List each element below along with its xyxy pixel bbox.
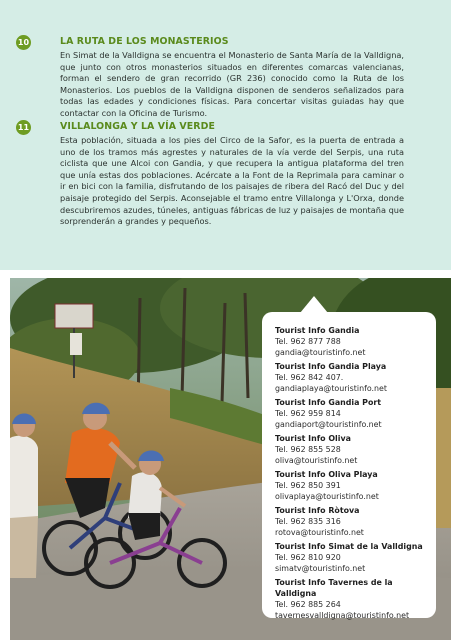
tourist-office-entry bbox=[275, 361, 435, 394]
section-villalonga bbox=[17, 120, 404, 228]
section-heading: VILLALONGA Y LA VÍA VERDE bbox=[60, 121, 215, 132]
tourist-office-entry bbox=[275, 325, 435, 358]
text-panel bbox=[0, 0, 451, 270]
office-phone: Tel. 962 885 264 bbox=[275, 600, 341, 610]
section-body: En Simat de la Valldigna se encuentra el Monasterio de Santa María de la Valldigna, que junto con otros monasterios situados en diferentes comarcas valencianas, forman el sendero de gran recorrido (GR 236) conocido como la Ruta de los Monasterios. Los pueblos de la Valldigna disponen de senderos señalizados para todas las edades y condiciones físicas. Para concertar visitas guiadas hay que contactar con la Oficina de Turismo. bbox=[60, 50, 404, 118]
office-email: gandiaport@touristinfo.net bbox=[275, 420, 382, 430]
office-email: gandiaplaya@touristinfo.net bbox=[275, 384, 387, 394]
tourist-office-entry bbox=[275, 433, 435, 466]
tourist-office-entry bbox=[275, 505, 435, 538]
office-name: Tourist Info Gandia bbox=[275, 326, 360, 335]
office-name: Tourist Info Gandia Playa bbox=[275, 362, 387, 371]
tourist-office-entry bbox=[275, 577, 435, 621]
office-phone: Tel. 962 835 316 bbox=[275, 517, 341, 527]
tourist-office-entry bbox=[275, 397, 435, 430]
office-phone: Tel. 962 850 391 bbox=[275, 481, 341, 491]
office-email: oliva@touristinfo.net bbox=[275, 456, 358, 466]
office-name: Tourist Info Simat de la Valldigna bbox=[275, 542, 423, 551]
office-phone: Tel. 962 959 814 bbox=[275, 409, 341, 419]
office-phone: Tel. 962 810 920 bbox=[275, 553, 341, 563]
office-email: olivaplaya@touristinfo.net bbox=[275, 492, 379, 502]
office-email: simatv@touristinfo.net bbox=[275, 564, 366, 574]
info-box-pointer bbox=[300, 296, 328, 313]
office-email: rotova@touristinfo.net bbox=[275, 528, 364, 538]
section-number-badge: 11 bbox=[16, 120, 31, 135]
section-heading: LA RUTA DE LOS MONASTERIOS bbox=[60, 36, 229, 47]
tourist-office-entry bbox=[275, 469, 435, 502]
office-phone: Tel. 962 877 788 bbox=[275, 337, 341, 347]
office-name: Tourist Info Gandia Port bbox=[275, 398, 382, 407]
office-phone: Tel. 962 842 407. bbox=[275, 373, 344, 383]
office-name: Tourist Info Ròtova bbox=[275, 506, 360, 515]
section-monasterios bbox=[17, 35, 404, 120]
office-name: Tourist Info Oliva bbox=[275, 434, 351, 443]
office-email: tavernesvalldigna@touristinfo.net bbox=[275, 611, 410, 621]
section-body: Esta población, situada a los pies del Circo de la Safor, es la puerta de entrada a uno de los tramos más agrestes y naturales de la vía verde del Serpis, una ruta ciclista que une Alcoi con Gandia, y que recupera la antigua plataforma del tren que unía estas dos poblaciones. Acércate a la Font de la Reprimala para caminar o ir en bici con la familia, disfrutando de los paisajes de ribera del Racó del Duc y del paisaje protegido del Serpis. Aconsejable el tramo entre Villalonga y L'Orxa, donde descubriremos azudes, túneles, antiguas fábricas de luz y paisajes de montaña que sorprenderán a grandes y pequeños. bbox=[60, 135, 404, 227]
office-phone: Tel. 962 855 528 bbox=[275, 445, 341, 455]
office-name: Tourist Info Oliva Playa bbox=[275, 470, 378, 479]
office-email: gandia@touristinfo.net bbox=[275, 348, 366, 358]
tourist-office-entry bbox=[275, 541, 435, 574]
section-number-badge: 10 bbox=[16, 35, 31, 50]
office-name: Tourist Info Tavernes de la Valldigna bbox=[275, 578, 393, 599]
